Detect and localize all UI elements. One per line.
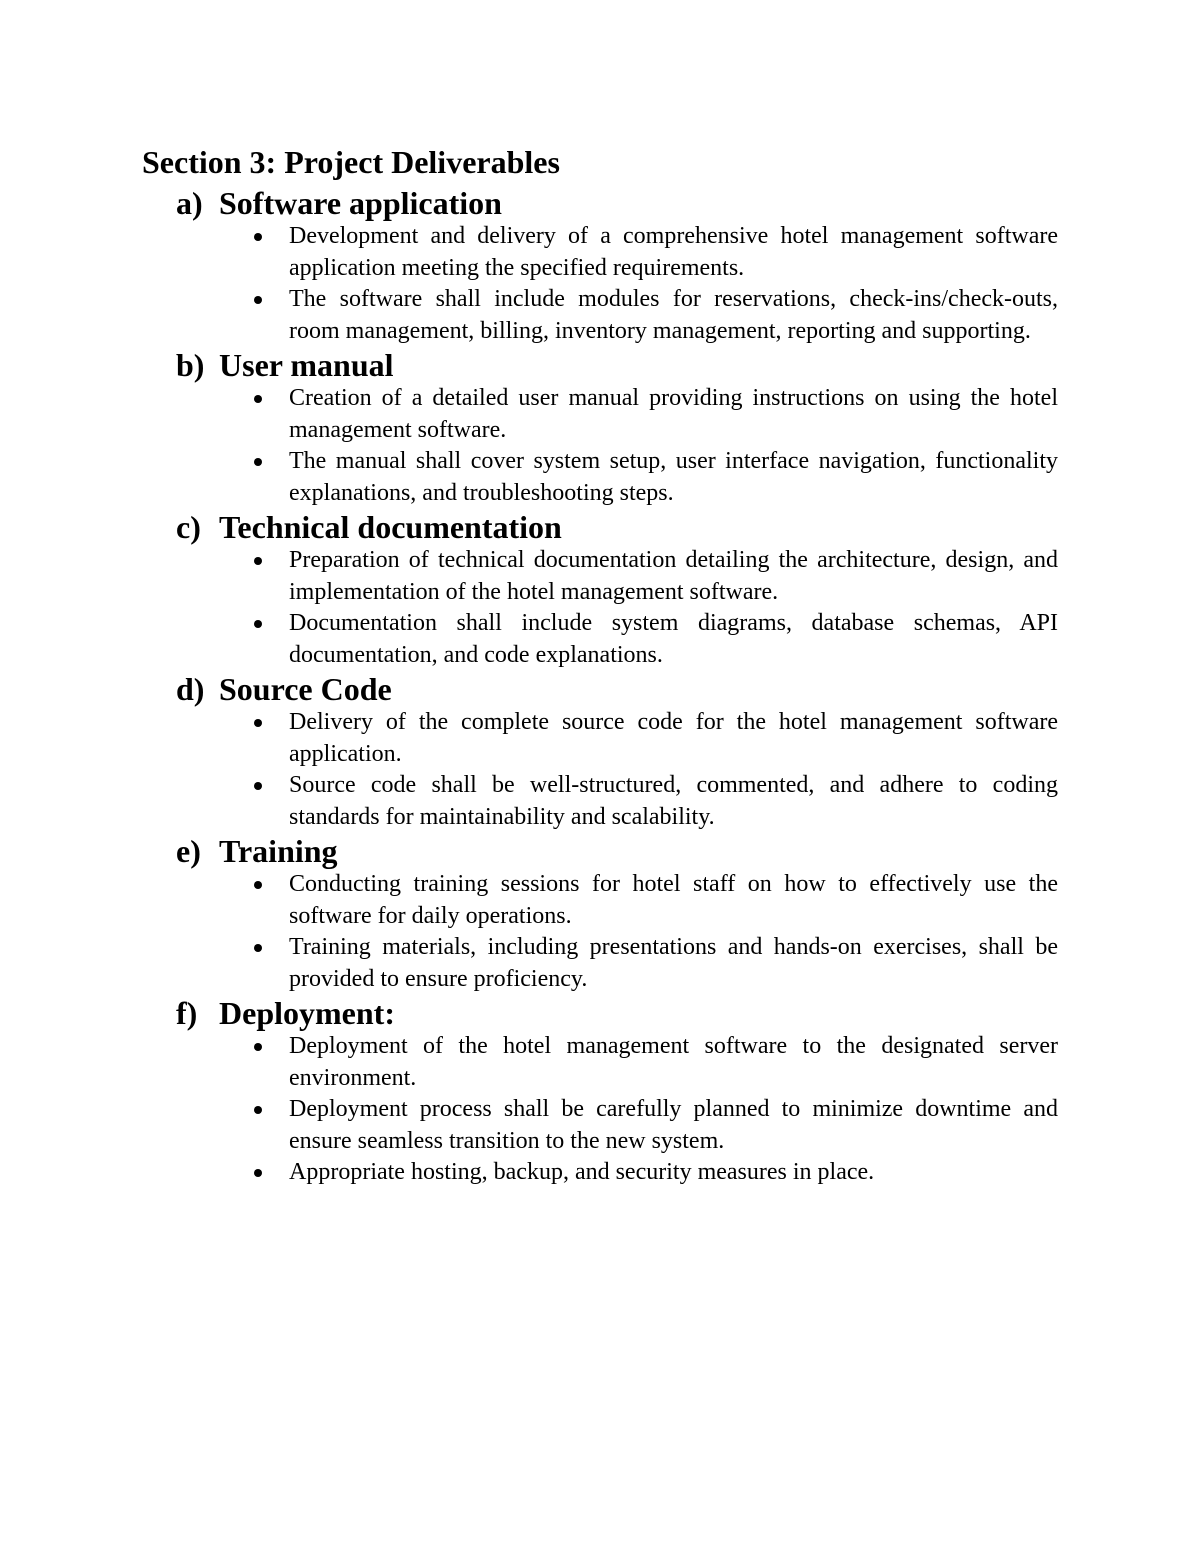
bullet-item bbox=[289, 608, 1058, 671]
bullet-item bbox=[289, 383, 1058, 446]
bullet-text: Delivery of the complete source code for the hotel management software application. bbox=[289, 709, 1058, 767]
subsection-title: Technical documentation bbox=[219, 509, 562, 545]
bullet-item bbox=[289, 1031, 1058, 1094]
subsection-letter: e) bbox=[176, 833, 201, 869]
section-title: Section 3: Project Deliverables bbox=[142, 144, 560, 180]
subsection-heading bbox=[0, 671, 1200, 707]
bullet-list bbox=[0, 383, 1200, 509]
subsection-title: Source Code bbox=[219, 671, 392, 707]
bullet-text: Preparation of technical documentation detailing the architecture, design, and implementation of the hotel management software. bbox=[289, 547, 1058, 605]
bullet-item bbox=[289, 1157, 1058, 1189]
subsection-heading bbox=[0, 833, 1200, 869]
subsection-title: Training bbox=[219, 833, 338, 869]
bullet-item bbox=[289, 446, 1058, 509]
bullet-icon bbox=[254, 395, 262, 403]
bullet-item bbox=[289, 545, 1058, 608]
bullet-item bbox=[289, 707, 1058, 770]
bullet-text: Deployment of the hotel management software to the designated server environment. bbox=[289, 1033, 1058, 1091]
bullet-icon bbox=[254, 233, 262, 241]
bullet-item bbox=[289, 770, 1058, 833]
subsection-source-code bbox=[0, 671, 1200, 833]
subsection-heading bbox=[0, 347, 1200, 383]
subsection-letter: f) bbox=[176, 995, 198, 1031]
subsection-letter: d) bbox=[176, 671, 205, 707]
bullet-text: Conducting training sessions for hotel staff on how to effectively use the software for daily operations. bbox=[289, 871, 1058, 929]
bullet-text: The manual shall cover system setup, user interface navigation, functionality explanations, and troubleshooting steps. bbox=[289, 448, 1058, 506]
bullet-icon bbox=[254, 1043, 262, 1051]
bullet-text: The software shall include modules for reservations, check-ins/check-outs, room management, billing, inventory management, reporting and supporting. bbox=[289, 286, 1058, 344]
subsection-user-manual bbox=[0, 347, 1200, 509]
subsection-training bbox=[0, 833, 1200, 995]
subsection-letter: a) bbox=[176, 185, 203, 221]
subsection-title: Deployment: bbox=[219, 995, 395, 1031]
bullet-text: Training materials, including presentations and hands-on exercises, shall be provided to ensure proficiency. bbox=[289, 934, 1058, 992]
bullet-icon bbox=[254, 620, 262, 628]
bullet-text: Deployment process shall be carefully planned to minimize downtime and ensure seamless transition to the new system. bbox=[289, 1096, 1058, 1154]
bullet-item bbox=[289, 932, 1058, 995]
bullet-icon bbox=[254, 1106, 262, 1114]
bullet-icon bbox=[254, 557, 262, 565]
bullet-list bbox=[0, 545, 1200, 671]
bullet-text: Source code shall be well-structured, commented, and adhere to coding standards for maintainability and scalability. bbox=[289, 772, 1058, 830]
bullet-list bbox=[0, 1031, 1200, 1189]
subsection-heading bbox=[0, 509, 1200, 545]
subsection-title: User manual bbox=[219, 347, 394, 383]
subsection-heading bbox=[0, 185, 1200, 221]
bullet-icon bbox=[254, 881, 262, 889]
bullet-item bbox=[289, 869, 1058, 932]
subsection-technical-documentation bbox=[0, 509, 1200, 671]
bullet-icon bbox=[254, 782, 262, 790]
bullet-text: Documentation shall include system diagrams, database schemas, API documentation, and code explanations. bbox=[289, 610, 1058, 668]
subsection-deployment bbox=[0, 995, 1200, 1189]
bullet-list bbox=[0, 707, 1200, 833]
subsection-heading bbox=[0, 995, 1200, 1031]
bullet-text: Creation of a detailed user manual providing instructions on using the hotel management software. bbox=[289, 385, 1058, 443]
subsection-letter: b) bbox=[176, 347, 205, 383]
bullet-icon bbox=[254, 719, 262, 727]
bullet-list bbox=[0, 869, 1200, 995]
bullet-icon bbox=[254, 458, 262, 466]
subsection-letter: c) bbox=[176, 509, 201, 545]
bullet-text: Appropriate hosting, backup, and security measures in place. bbox=[289, 1159, 875, 1185]
bullet-text: Development and delivery of a comprehensive hotel management software application meeting the specified requirements. bbox=[289, 223, 1058, 281]
bullet-item bbox=[289, 284, 1058, 347]
bullet-icon bbox=[254, 944, 262, 952]
bullet-list bbox=[0, 221, 1200, 347]
bullet-icon bbox=[254, 1169, 262, 1177]
bullet-icon bbox=[254, 296, 262, 304]
deliverables-list bbox=[0, 185, 1200, 1189]
bullet-item bbox=[289, 221, 1058, 284]
subsection-software-application bbox=[0, 185, 1200, 347]
bullet-item bbox=[289, 1094, 1058, 1157]
subsection-title: Software application bbox=[219, 185, 502, 221]
